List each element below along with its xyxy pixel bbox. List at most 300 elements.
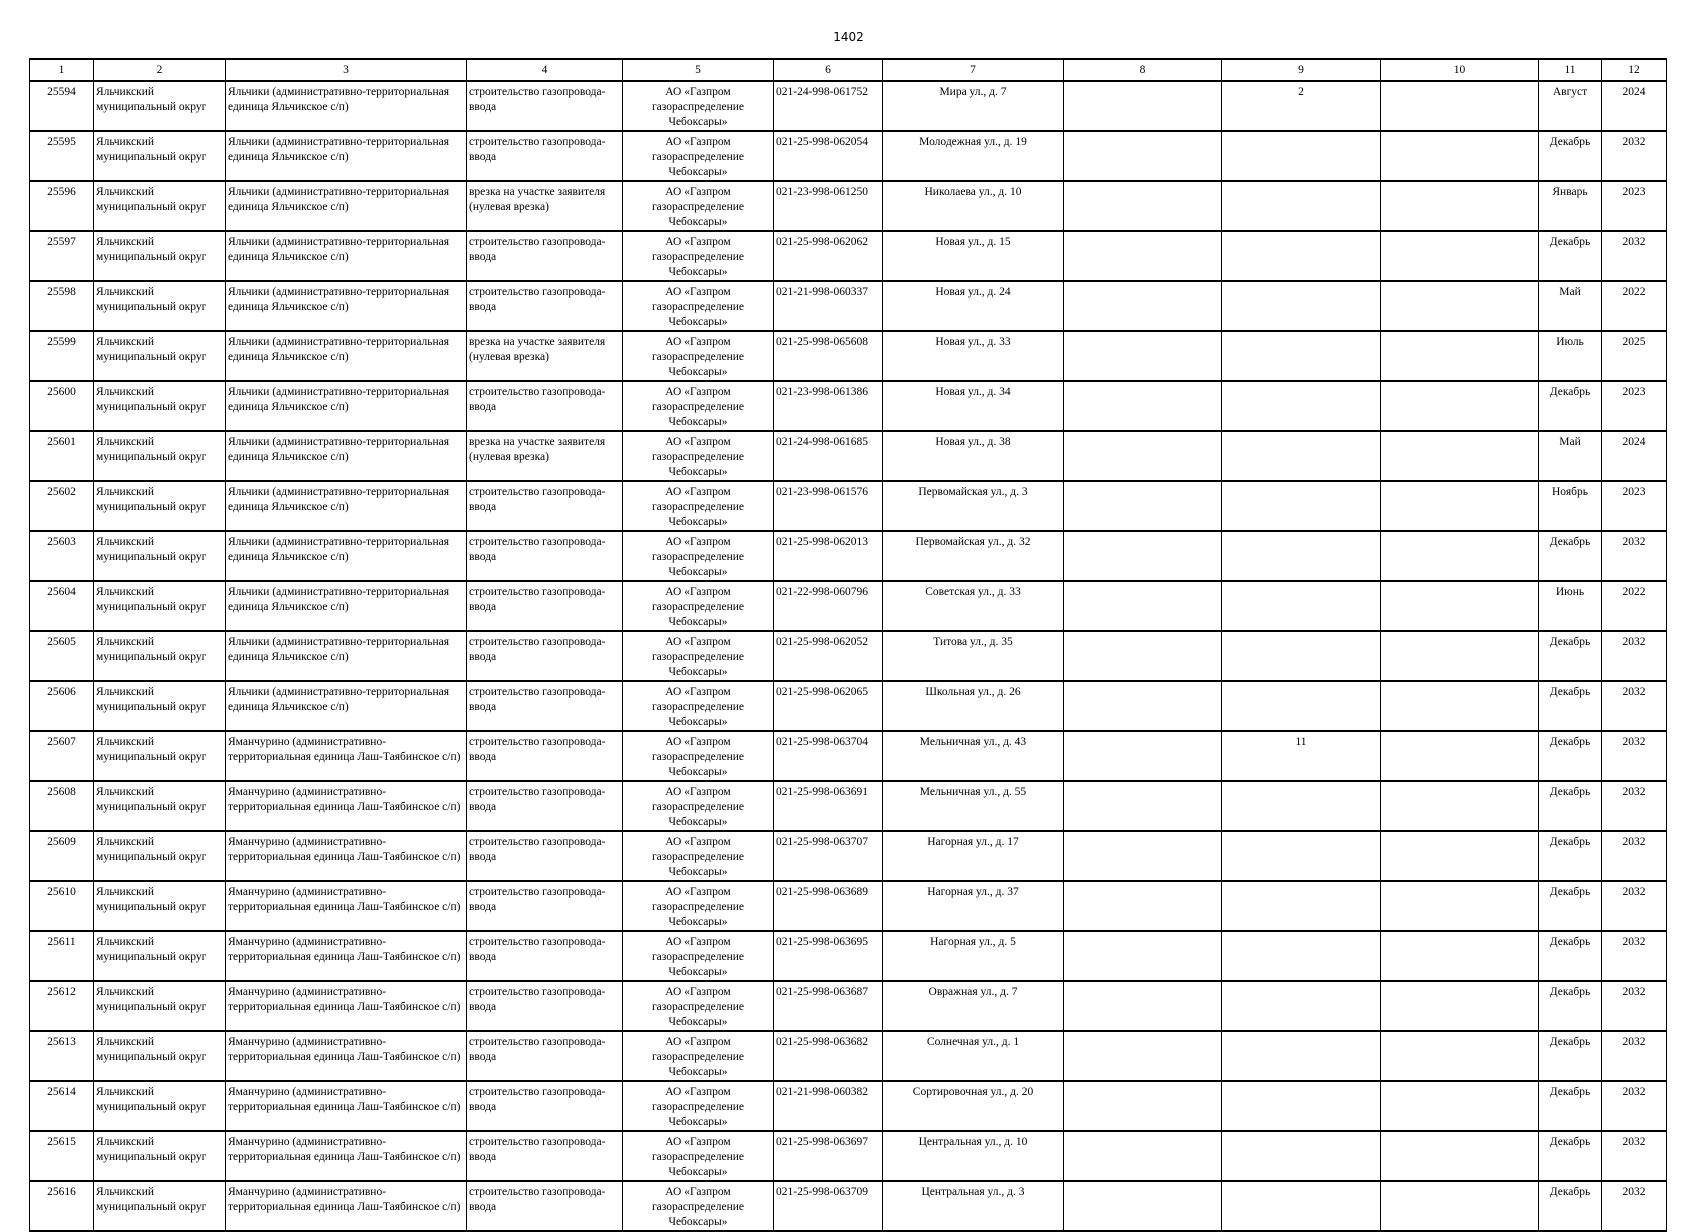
- cell-text: 2022: [1622, 286, 1646, 298]
- cell-col-10: [1381, 1181, 1539, 1231]
- cell-text: [1066, 385, 1219, 427]
- cell-organization: [623, 131, 774, 181]
- cell-col-8: [1064, 1031, 1222, 1081]
- cell-col-8: [1064, 631, 1222, 681]
- cell-settlement: [226, 931, 467, 981]
- column-header-9: 9: [1222, 59, 1381, 81]
- cell-text: 021-25-998-063697: [776, 1136, 868, 1148]
- cell-text: 25595: [47, 136, 76, 148]
- cell-text: строительство газопровода-ввода: [469, 1136, 606, 1163]
- cell-row-number: [30, 381, 94, 431]
- cell-text: [1383, 1085, 1536, 1127]
- cell-text: строительство газопровода-ввода: [469, 236, 606, 263]
- cell-month: [1539, 1181, 1602, 1231]
- cell-settlement: [226, 1131, 467, 1181]
- cell-text: [1224, 535, 1378, 577]
- cell-application-id: [774, 431, 883, 481]
- cell-address: [883, 231, 1064, 281]
- cell-address: [883, 981, 1064, 1031]
- cell-text: 021-25-998-062065: [776, 686, 868, 698]
- cell-organization: [623, 281, 774, 331]
- cell-row-number: [30, 881, 94, 931]
- cell-text: [1066, 735, 1219, 777]
- cell-work-type: [467, 1131, 623, 1181]
- cell-year: [1602, 881, 1667, 931]
- cell-col-8: [1064, 531, 1222, 581]
- cell-text: 021-23-998-061250: [776, 186, 868, 198]
- cell-work-type: [467, 1181, 623, 1231]
- cell-year: [1602, 831, 1667, 881]
- cell-text: 021-25-998-062054: [776, 136, 868, 148]
- cell-text: [1066, 485, 1219, 527]
- cell-text: Яльчики (административно-территориальная единица Яльчикское с/п): [228, 286, 450, 313]
- cell-text: Яльчики (административно-территориальная единица Яльчикское с/п): [228, 536, 450, 563]
- cell-text: 25608: [47, 786, 76, 798]
- cell-text: Яльчикский муниципальный округ: [96, 736, 207, 763]
- cell-col-8: [1064, 431, 1222, 481]
- cell-text: [1383, 435, 1536, 477]
- cell-text: Яманчурино (административно-территориальная единица Лаш-Таябинское с/п): [228, 986, 461, 1013]
- column-header-10: 10: [1381, 59, 1539, 81]
- cell-row-number: [30, 181, 94, 231]
- cell-text: АО «Газпром газораспределение Чебоксары»: [651, 486, 745, 527]
- column-header-8: 8: [1064, 59, 1222, 81]
- cell-text: [1066, 135, 1219, 177]
- cell-text: Май: [1559, 286, 1581, 298]
- cell-text: [1383, 835, 1536, 877]
- cell-col-8: [1064, 931, 1222, 981]
- cell-application-id: [774, 281, 883, 331]
- table-row: [30, 731, 1667, 781]
- cell-row-number: [30, 531, 94, 581]
- cell-work-type: [467, 331, 623, 381]
- cell-col-8: [1064, 231, 1222, 281]
- cell-text: строительство газопровода-ввода: [469, 736, 606, 763]
- cell-text: строительство газопровода-ввода: [469, 586, 606, 613]
- cell-text: Ноябрь: [1552, 486, 1588, 498]
- cell-text: строительство газопровода-ввода: [469, 986, 606, 1013]
- cell-text: Яльчикский муниципальный округ: [96, 1186, 207, 1213]
- cell-organization: [623, 631, 774, 681]
- cell-col-8: [1064, 331, 1222, 381]
- cell-text: 2032: [1622, 736, 1646, 748]
- cell-address: [883, 831, 1064, 881]
- cell-col-10: [1381, 381, 1539, 431]
- cell-text: Яльчикский муниципальный округ: [96, 636, 207, 663]
- cell-col-9: [1222, 831, 1381, 881]
- cell-text: Мельничная ул., д. 43: [919, 736, 1027, 748]
- cell-text: Яльчикский муниципальный округ: [96, 186, 207, 213]
- cell-text: [1383, 85, 1536, 127]
- cell-col-10: [1381, 1131, 1539, 1181]
- cell-application-id: [774, 881, 883, 931]
- cell-text: [1066, 435, 1219, 477]
- cell-col-10: [1381, 731, 1539, 781]
- table-row: [30, 931, 1667, 981]
- cell-text: Декабрь: [1549, 886, 1591, 898]
- cell-text: строительство газопровода-ввода: [469, 836, 606, 863]
- cell-work-type: [467, 1081, 623, 1131]
- cell-year: [1602, 481, 1667, 531]
- cell-address: [883, 1081, 1064, 1131]
- cell-text: врезка на участке заявителя (нулевая врезка): [469, 436, 606, 463]
- cell-row-number: [30, 981, 94, 1031]
- cell-row-number: [30, 331, 94, 381]
- cell-text: [1383, 735, 1536, 777]
- cell-work-type: [467, 781, 623, 831]
- cell-settlement: [226, 281, 467, 331]
- cell-text: [1066, 685, 1219, 727]
- cell-month: [1539, 131, 1602, 181]
- cell-year: [1602, 531, 1667, 581]
- cell-text: Яльчикский муниципальный округ: [96, 686, 207, 713]
- cell-text: Яльчикский муниципальный округ: [96, 936, 207, 963]
- cell-settlement: [226, 631, 467, 681]
- cell-year: [1602, 931, 1667, 981]
- cell-text: 25613: [47, 1036, 76, 1048]
- cell-text: 021-25-998-063707: [776, 836, 868, 848]
- cell-text: Сортировочная ул., д. 20: [912, 1086, 1034, 1098]
- cell-text: строительство газопровода-ввода: [469, 386, 606, 413]
- cell-row-number: [30, 731, 94, 781]
- cell-year: [1602, 581, 1667, 631]
- cell-month: [1539, 281, 1602, 331]
- cell-text: 021-25-998-062013: [776, 536, 868, 548]
- cell-month: [1539, 531, 1602, 581]
- cell-address: [883, 781, 1064, 831]
- cell-text: АО «Газпром газораспределение Чебоксары»: [651, 186, 745, 227]
- cell-text: Яманчурино (административно-территориальная единица Лаш-Таябинское с/п): [228, 886, 461, 913]
- cell-text: АО «Газпром газораспределение Чебоксары»: [651, 436, 745, 477]
- cell-text: АО «Газпром газораспределение Чебоксары»: [651, 536, 745, 577]
- cell-municipality: [94, 1181, 226, 1231]
- cell-text: 021-23-998-061386: [776, 386, 868, 398]
- cell-organization: [623, 181, 774, 231]
- cell-address: [883, 281, 1064, 331]
- cell-text: [1383, 535, 1536, 577]
- cell-text: Яльчикский муниципальный округ: [96, 586, 207, 613]
- cell-text: Яльчики (административно-территориальная единица Яльчикское с/п): [228, 236, 450, 263]
- cell-text: 25599: [47, 336, 76, 348]
- cell-col-9: [1222, 1131, 1381, 1181]
- cell-text: 25609: [47, 836, 76, 848]
- cell-month: [1539, 381, 1602, 431]
- cell-text: Яльчики (административно-территориальная единица Яльчикское с/п): [228, 686, 450, 713]
- table-row: [30, 1131, 1667, 1181]
- cell-text: [1224, 185, 1378, 227]
- cell-col-8: [1064, 181, 1222, 231]
- cell-organization: [623, 381, 774, 431]
- cell-text: 2032: [1622, 836, 1646, 848]
- cell-col-10: [1381, 131, 1539, 181]
- cell-text: [1383, 985, 1536, 1027]
- cell-col-8: [1064, 1181, 1222, 1231]
- cell-month: [1539, 81, 1602, 131]
- cell-municipality: [94, 631, 226, 681]
- cell-text: [1066, 985, 1219, 1027]
- table-row: [30, 581, 1667, 631]
- cell-text: строительство газопровода-ввода: [469, 1036, 606, 1063]
- cell-address: [883, 181, 1064, 231]
- cell-text: 021-25-998-063689: [776, 886, 868, 898]
- cell-text: [1224, 1185, 1378, 1227]
- cell-col-9: [1222, 281, 1381, 331]
- cell-text: Яльчики (административно-территориальная единица Яльчикское с/п): [228, 86, 450, 113]
- cell-organization: [623, 231, 774, 281]
- cell-row-number: [30, 631, 94, 681]
- cell-text: Декабрь: [1549, 636, 1591, 648]
- cell-municipality: [94, 381, 226, 431]
- cell-year: [1602, 1031, 1667, 1081]
- cell-text: [1224, 1085, 1378, 1127]
- cell-text: Яльчики (административно-территориальная единица Яльчикское с/п): [228, 436, 450, 463]
- cell-text: Солнечная ул., д. 1: [926, 1036, 1020, 1048]
- cell-col-9: [1222, 331, 1381, 381]
- cell-text: Яманчурино (административно-территориальная единица Лаш-Таябинское с/п): [228, 1086, 461, 1113]
- cell-month: [1539, 831, 1602, 881]
- cell-text: Яльчики (административно-территориальная единица Яльчикское с/п): [228, 386, 450, 413]
- cell-text: Яльчикский муниципальный округ: [96, 986, 207, 1013]
- cell-text: Овражная ул., д. 7: [928, 986, 1018, 998]
- cell-application-id: [774, 831, 883, 881]
- cell-text: 021-25-998-063682: [776, 1036, 868, 1048]
- cell-text: 25612: [47, 986, 76, 998]
- cell-text: [1066, 535, 1219, 577]
- cell-text: АО «Газпром газораспределение Чебоксары»: [651, 836, 745, 877]
- cell-text: Яльчики (административно-территориальная единица Яльчикское с/п): [228, 636, 450, 663]
- cell-text: Декабрь: [1549, 736, 1591, 748]
- cell-year: [1602, 331, 1667, 381]
- cell-text: [1224, 235, 1378, 277]
- cell-text: [1224, 585, 1378, 627]
- column-header-12: 12: [1602, 59, 1667, 81]
- cell-row-number: [30, 431, 94, 481]
- cell-col-9: [1222, 1181, 1381, 1231]
- cell-text: Яманчурино (административно-территориальная единица Лаш-Таябинское с/п): [228, 1186, 461, 1213]
- cell-year: [1602, 431, 1667, 481]
- cell-text: [1224, 785, 1378, 827]
- cell-text: [1066, 285, 1219, 327]
- cell-text: АО «Газпром газораспределение Чебоксары»: [651, 336, 745, 377]
- cell-col-10: [1381, 1031, 1539, 1081]
- cell-application-id: [774, 1131, 883, 1181]
- cell-text: Май: [1559, 436, 1581, 448]
- cell-text: 2: [1298, 86, 1304, 98]
- cell-text: [1224, 985, 1378, 1027]
- cell-text: [1224, 1035, 1378, 1077]
- cell-text: 2032: [1622, 236, 1646, 248]
- cell-col-9: [1222, 581, 1381, 631]
- cell-text: [1383, 285, 1536, 327]
- cell-col-8: [1064, 281, 1222, 331]
- cell-col-8: [1064, 881, 1222, 931]
- cell-settlement: [226, 131, 467, 181]
- cell-text: [1066, 785, 1219, 827]
- cell-row-number: [30, 581, 94, 631]
- cell-col-9: [1222, 631, 1381, 681]
- cell-text: Яльчикский муниципальный округ: [96, 836, 207, 863]
- cell-text: [1224, 485, 1378, 527]
- cell-text: Яльчикский муниципальный округ: [96, 86, 207, 113]
- cell-text: [1224, 435, 1378, 477]
- cell-application-id: [774, 931, 883, 981]
- cell-work-type: [467, 931, 623, 981]
- cell-address: [883, 581, 1064, 631]
- cell-text: строительство газопровода-ввода: [469, 136, 606, 163]
- cell-organization: [623, 81, 774, 131]
- cell-year: [1602, 1131, 1667, 1181]
- cell-text: Яльчикский муниципальный округ: [96, 386, 207, 413]
- cell-municipality: [94, 281, 226, 331]
- cell-application-id: [774, 981, 883, 1031]
- cell-application-id: [774, 231, 883, 281]
- cell-col-8: [1064, 581, 1222, 631]
- cell-text: Декабрь: [1549, 236, 1591, 248]
- cell-text: Декабрь: [1549, 686, 1591, 698]
- cell-text: 25594: [47, 86, 76, 98]
- cell-text: Яльчики (административно-территориальная единица Яльчикское с/п): [228, 186, 450, 213]
- cell-text: врезка на участке заявителя (нулевая врезка): [469, 336, 606, 363]
- cell-text: Центральная ул., д. 3: [921, 1186, 1025, 1198]
- cell-text: 2023: [1622, 486, 1646, 498]
- cell-text: АО «Газпром газораспределение Чебоксары»: [651, 1186, 745, 1227]
- cell-text: Яманчурино (административно-территориальная единица Лаш-Таябинское с/п): [228, 786, 461, 813]
- cell-settlement: [226, 581, 467, 631]
- cell-text: [1066, 885, 1219, 927]
- cell-text: Декабрь: [1549, 386, 1591, 398]
- cell-text: [1383, 785, 1536, 827]
- cell-settlement: [226, 81, 467, 131]
- cell-col-9: [1222, 81, 1381, 131]
- cell-year: [1602, 1181, 1667, 1231]
- cell-organization: [623, 831, 774, 881]
- cell-settlement: [226, 881, 467, 931]
- cell-application-id: [774, 581, 883, 631]
- header-row: [30, 59, 1667, 81]
- cell-year: [1602, 281, 1667, 331]
- cell-text: 2023: [1622, 386, 1646, 398]
- cell-col-8: [1064, 81, 1222, 131]
- cell-text: АО «Газпром газораспределение Чебоксары»: [651, 686, 745, 727]
- cell-text: АО «Газпром газораспределение Чебоксары»: [651, 586, 745, 627]
- cell-address: [883, 681, 1064, 731]
- cell-text: [1066, 335, 1219, 377]
- cell-text: 2032: [1622, 886, 1646, 898]
- cell-year: [1602, 81, 1667, 131]
- cell-col-9: [1222, 181, 1381, 231]
- cell-col-10: [1381, 481, 1539, 531]
- column-header-11: 11: [1539, 59, 1602, 81]
- cell-text: [1224, 135, 1378, 177]
- cell-text: Июль: [1556, 336, 1584, 348]
- cell-year: [1602, 981, 1667, 1031]
- cell-text: [1066, 935, 1219, 977]
- cell-col-10: [1381, 331, 1539, 381]
- cell-col-10: [1381, 1081, 1539, 1131]
- cell-text: строительство газопровода-ввода: [469, 786, 606, 813]
- table-row: [30, 681, 1667, 731]
- cell-work-type: [467, 531, 623, 581]
- cell-application-id: [774, 731, 883, 781]
- cell-text: 25601: [47, 436, 76, 448]
- cell-work-type: [467, 831, 623, 881]
- cell-work-type: [467, 581, 623, 631]
- cell-address: [883, 731, 1064, 781]
- cell-text: строительство газопровода-ввода: [469, 536, 606, 563]
- cell-text: 021-21-998-060337: [776, 286, 868, 298]
- cell-text: Яльчикский муниципальный округ: [96, 236, 207, 263]
- registry-table: [29, 58, 1667, 1232]
- cell-text: АО «Газпром газораспределение Чебоксары»: [651, 136, 745, 177]
- table-row: [30, 981, 1667, 1031]
- cell-work-type: [467, 81, 623, 131]
- cell-text: Яльчикский муниципальный округ: [96, 1036, 207, 1063]
- table-row: [30, 631, 1667, 681]
- cell-year: [1602, 381, 1667, 431]
- cell-text: Первомайская ул., д. 3: [918, 486, 1028, 498]
- cell-year: [1602, 631, 1667, 681]
- cell-text: АО «Газпром газораспределение Чебоксары»: [651, 886, 745, 927]
- cell-col-10: [1381, 531, 1539, 581]
- cell-organization: [623, 681, 774, 731]
- cell-text: АО «Газпром газораспределение Чебоксары»: [651, 636, 745, 677]
- column-header-6: 6: [774, 59, 883, 81]
- cell-text: 2023: [1622, 186, 1646, 198]
- cell-month: [1539, 1081, 1602, 1131]
- cell-text: 021-25-998-063691: [776, 786, 868, 798]
- cell-municipality: [94, 1031, 226, 1081]
- cell-text: строительство газопровода-ввода: [469, 936, 606, 963]
- cell-application-id: [774, 1081, 883, 1131]
- cell-text: Яльчикский муниципальный округ: [96, 536, 207, 563]
- cell-month: [1539, 331, 1602, 381]
- cell-address: [883, 481, 1064, 531]
- cell-address: [883, 1031, 1064, 1081]
- cell-text: 25605: [47, 636, 76, 648]
- cell-text: Июнь: [1555, 586, 1585, 598]
- cell-settlement: [226, 381, 467, 431]
- cell-text: [1066, 185, 1219, 227]
- cell-municipality: [94, 581, 226, 631]
- cell-text: 2024: [1622, 436, 1646, 448]
- cell-row-number: [30, 831, 94, 881]
- cell-text: [1383, 235, 1536, 277]
- cell-text: Декабрь: [1549, 1086, 1591, 1098]
- cell-text: Яльчикский муниципальный округ: [96, 486, 207, 513]
- cell-text: [1224, 835, 1378, 877]
- cell-year: [1602, 1081, 1667, 1131]
- cell-text: 11: [1295, 736, 1307, 748]
- cell-application-id: [774, 81, 883, 131]
- cell-text: 2024: [1622, 86, 1646, 98]
- cell-col-10: [1381, 831, 1539, 881]
- cell-text: АО «Газпром газораспределение Чебоксары»: [651, 786, 745, 827]
- cell-text: Центральная ул., д. 10: [918, 1136, 1028, 1148]
- cell-text: 2032: [1622, 936, 1646, 948]
- cell-text: Декабрь: [1549, 536, 1591, 548]
- cell-row-number: [30, 931, 94, 981]
- cell-year: [1602, 731, 1667, 781]
- cell-text: 2032: [1622, 786, 1646, 798]
- cell-work-type: [467, 131, 623, 181]
- cell-row-number: [30, 131, 94, 181]
- cell-organization: [623, 881, 774, 931]
- cell-text: Яманчурино (административно-территориальная единица Лаш-Таябинское с/п): [228, 736, 461, 763]
- cell-text: [1066, 85, 1219, 127]
- cell-municipality: [94, 81, 226, 131]
- cell-municipality: [94, 131, 226, 181]
- cell-row-number: [30, 1181, 94, 1231]
